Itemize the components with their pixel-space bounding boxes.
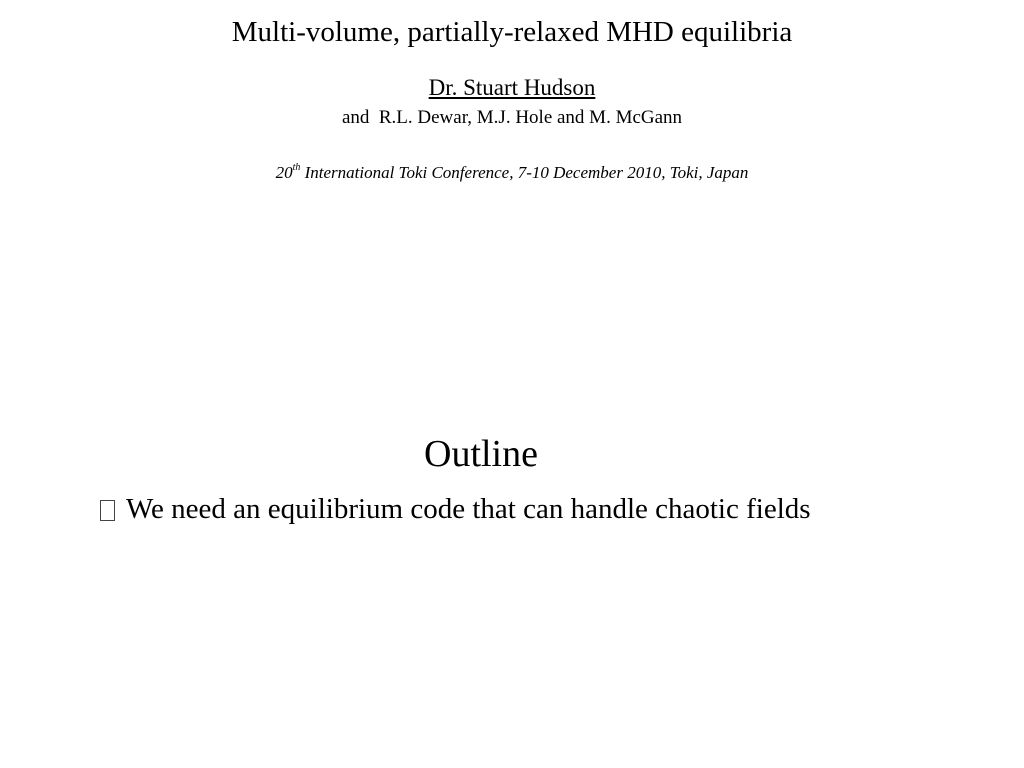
- outline-heading: Outline: [424, 433, 538, 475]
- slide-title: Multi-volume, partially-relaxed MHD equilibria: [231, 16, 793, 48]
- list-item: [100, 490, 1000, 528]
- conference-ordinal-number: 20: [275, 163, 293, 182]
- conference-ordinal-suffix: th: [292, 162, 301, 174]
- presenter-name: Dr. Stuart Hudson: [428, 75, 596, 100]
- outline-bullet-list: [100, 490, 1000, 528]
- conference-text: International Toki Conference, 7-10 December 2010, Toki, Japan: [300, 163, 749, 182]
- bullet-text: We need an equilibrium code that can handle chaotic fields: [126, 493, 811, 525]
- missing-glyph-box-icon: [100, 500, 115, 521]
- conference-line: [0, 161, 1024, 185]
- coauthors-line: and R.L. Dewar, M.J. Hole and M. McGann: [341, 107, 683, 128]
